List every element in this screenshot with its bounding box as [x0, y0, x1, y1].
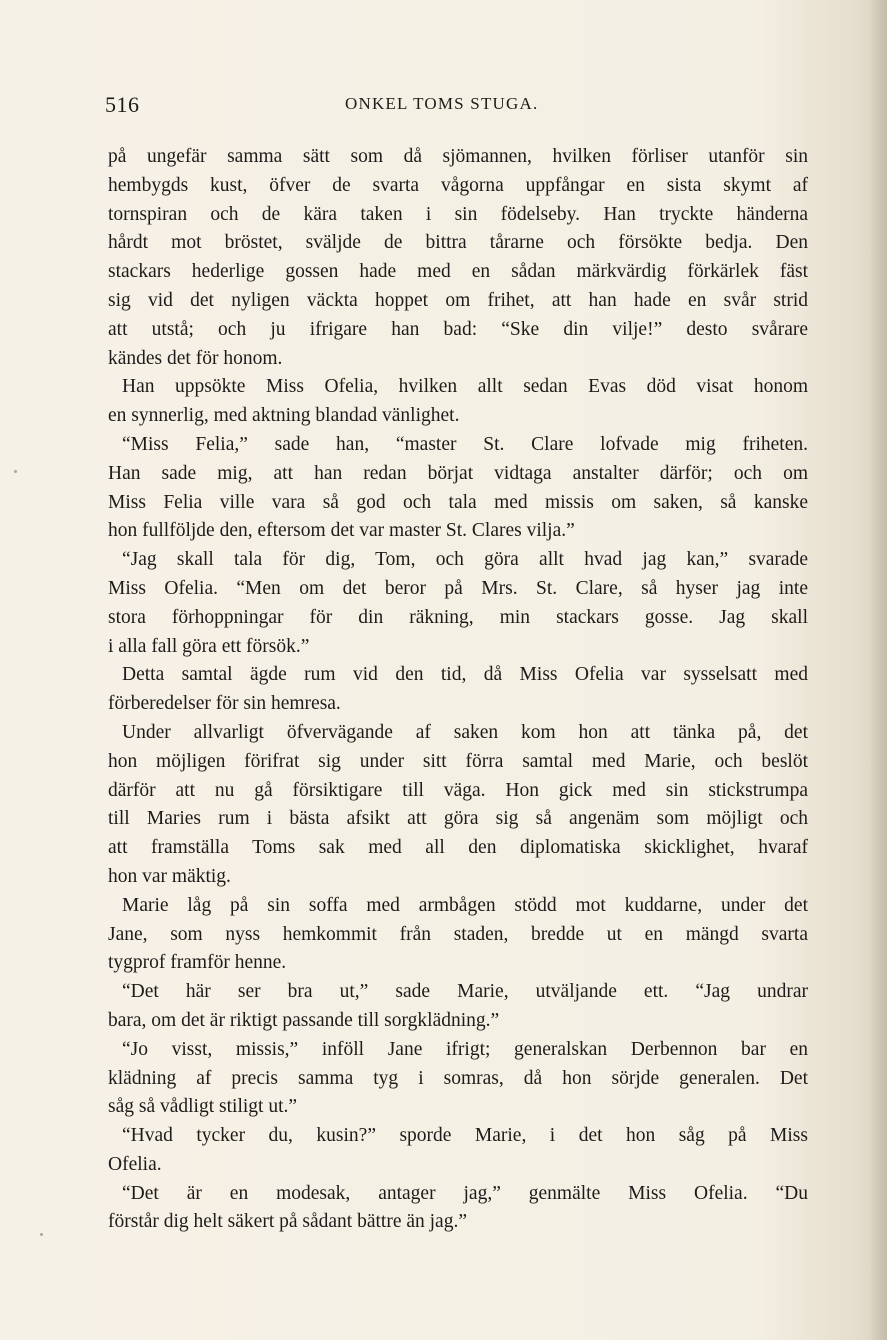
text-line: såg så vådligt stiligt ut.”	[108, 1096, 298, 1118]
text-line: hon fullföljde den, eftersom det var master St. Clares vilja.”	[108, 520, 575, 542]
text-line: Miss Ofelia. “Men om det beror på Mrs. St. Clare, så hyser jag inte	[108, 577, 808, 599]
text-line: tygprof framför henne.	[108, 952, 287, 974]
text-line: “Jag skall tala för dig, Tom, och göra allt hvad jag kan,” svarade	[122, 549, 808, 571]
text-line: förberedelser för sin hemresa.	[108, 693, 341, 715]
text-line: klädning af precis samma tyg i somras, då hon sörjde generalen. Det	[108, 1067, 808, 1089]
text-line: tornspiran och de kära taken i sin födelseby. Han tryckte händerna	[108, 203, 808, 225]
text-line: en synnerlig, med aktning blandad vänlighet.	[108, 405, 460, 427]
text-line: sig vid det nyligen väckta hoppet om frihet, att han hade en svår strid	[108, 289, 808, 311]
text-line: “Miss Felia,” sade han, “master St. Clare lofvade mig friheten.	[122, 433, 808, 455]
text-line: kändes det för honom.	[108, 347, 283, 369]
page-number: 516	[105, 92, 140, 117]
text-line: förstår dig helt säkert på sådant bättre än jag.”	[108, 1211, 467, 1233]
text-line: bara, om det är riktigt passande till sorgklädning.”	[108, 1009, 500, 1031]
text-line: Detta samtal ägde rum vid den tid, då Miss Ofelia var sysselsatt med	[122, 664, 808, 686]
text-line: stora förhoppningar för din räkning, min stackars gosse. Jag skall	[108, 606, 808, 628]
text-line: hon möjligen förifrat sig under sitt förra samtal med Marie, och beslöt	[108, 750, 808, 772]
text-line: på ungefär samma sätt som då sjömannen, hvilken förliser utanför sin	[108, 146, 808, 167]
text-line: “Det är en modesak, antager jag,” genmälte Miss Ofelia. “Du	[122, 1182, 808, 1204]
page-header	[105, 92, 807, 120]
running-title: ONKEL TOMS STUGA.	[345, 94, 539, 113]
text-line: därför att nu gå försiktigare till väga. Hon gick med sin stickstrumpa	[108, 779, 808, 801]
paper-speck	[14, 470, 17, 473]
text-line: i alla fall göra ett försök.”	[108, 635, 310, 657]
text-line: Miss Felia ville vara så god och tala med missis om saken, så kanske	[108, 491, 808, 513]
page-edge-shadow	[869, 0, 887, 1340]
paper-speck	[40, 1233, 43, 1236]
text-line: hembygds kust, öfver de svarta vågorna uppfångar en sista skymt af	[108, 174, 808, 196]
body-text	[108, 143, 808, 1237]
text-line: stackars hederlige gossen hade med en sådan märkvärdig förkärlek fäst	[108, 261, 808, 283]
text-line: “Jo visst, missis,” inföll Jane ifrigt; generalskan Derbennon bar en	[122, 1038, 808, 1060]
text-line: Han sade mig, att han redan börjat vidtaga anstalter därför; och om	[108, 462, 808, 484]
text-line: Under allvarligt öfvervägande af saken kom hon att tänka på, det	[122, 721, 808, 743]
text-line: att framställa Toms sak med all den diplomatiska skicklighet, hvaraf	[108, 837, 808, 859]
text-line: Jane, som nyss hemkommit från staden, bredde ut en mängd svarta	[108, 923, 808, 945]
text-line: hårdt mot bröstet, sväljde de bittra tårarne och försökte bedja. Den	[108, 232, 808, 254]
text-line: “Hvad tycker du, kusin?” sporde Marie, i det hon såg på Miss	[122, 1125, 808, 1147]
text-line: Marie låg på sin soffa med armbågen stödd mot kuddarne, under det	[122, 894, 808, 916]
text-line: Ofelia.	[108, 1153, 162, 1175]
text-line: att utstå; och ju ifrigare han bad: “Ske din vilje!” desto svårare	[108, 318, 808, 340]
text-line: hon var mäktig.	[108, 865, 231, 887]
text-line: Han uppsökte Miss Ofelia, hvilken allt sedan Evas död visat honom	[122, 376, 808, 398]
text-line: till Maries rum i bästa afsikt att göra sig så angenäm som möjligt och	[108, 808, 808, 830]
text-line: “Det här ser bra ut,” sade Marie, utväljande ett. “Jag undrar	[122, 981, 808, 1003]
